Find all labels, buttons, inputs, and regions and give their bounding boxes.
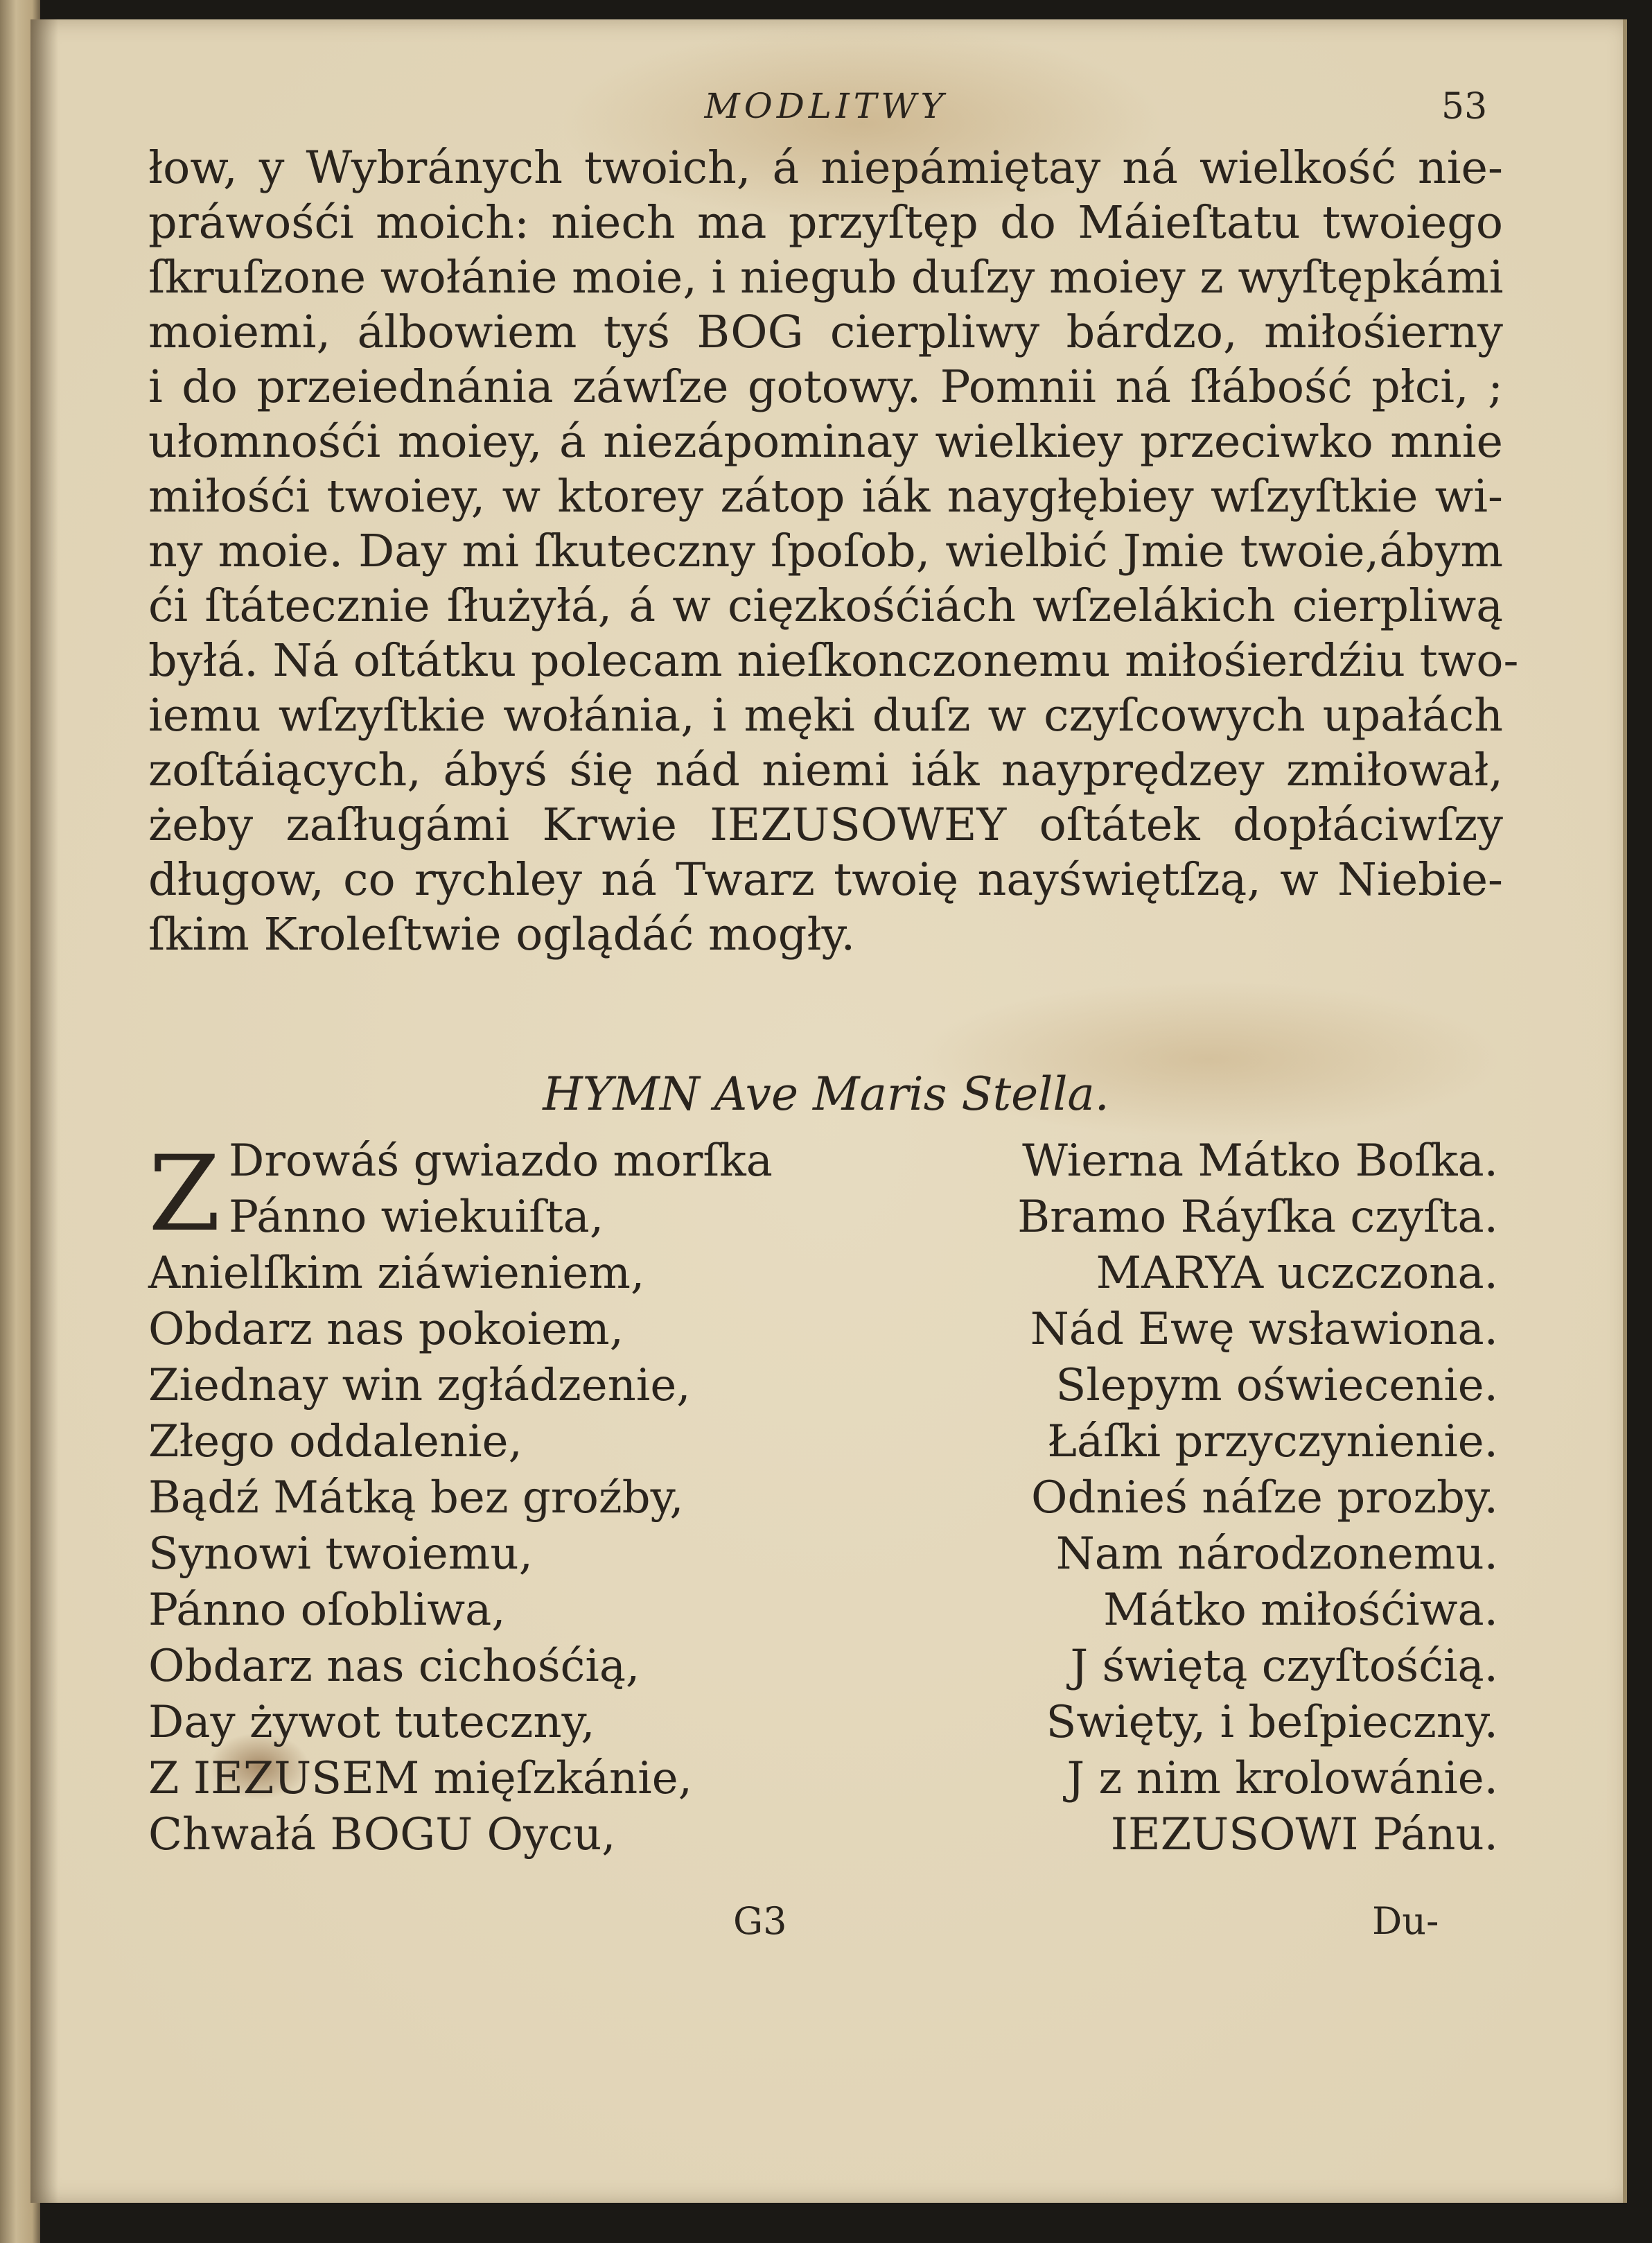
prose-line: ſkruſzone wołánie moie, i niegub duſzy moiey z wyſtępkámi [148, 252, 1504, 304]
prose-line: práwośći moich: niech ma przyſtęp do Máieſtatu twoiego [148, 197, 1503, 249]
prose-line: iemu wſzyſtkie wołánia, i męki duſz w czyſcowych upałách [148, 690, 1503, 742]
hymn-left-line: Pánno wiekuiſta, [229, 1192, 604, 1243]
hymn-left-line: Anielſkim ziáwieniem, [148, 1248, 645, 1299]
hymn-left-line: Bądź Mátką bez groźby, [148, 1472, 684, 1524]
hymn-right-line: Odnieś náſze prozby. [1031, 1472, 1498, 1524]
prose-line: byłá. Ná oſtátku polecam nieſkonczonemu miłośierdźiu two- [148, 635, 1519, 687]
hymn-right-line: MARYA uczczona. [1096, 1248, 1498, 1299]
hymn-left-line: Synowi twoiemu, [148, 1528, 533, 1580]
prose-line: ći ſtátecznie ſłużyłá, á w cięzkośćiách wſzelákich cierpliwą [148, 580, 1503, 632]
page-number: 53 [1441, 86, 1488, 128]
hymn-right-line: Swięty, i beſpieczny. [1046, 1697, 1498, 1748]
hymn-left-line: Obdarz nas cichośćią, [148, 1641, 640, 1692]
hymn-left-line: Z IEZUSEM mięſzkánie, [148, 1753, 692, 1804]
hymn-left-line: Chwałá BOGU Oycu, [148, 1809, 616, 1860]
hymn-left-line: Day żywot tuteczny, [148, 1697, 595, 1748]
hymn-right-line: Bramo Ráyſka czyſta. [1017, 1192, 1498, 1243]
prose-line: i do przeiednánia záwſze gotowy. Pomnii ná ſłábość płci, ; [148, 361, 1503, 413]
drop-cap: Z [148, 1134, 221, 1255]
hymn-right-line: Mátko miłośćiwa. [1103, 1585, 1498, 1636]
hymn-right-line: Nád Ewę wsławiona. [1030, 1304, 1498, 1355]
hymn-right-line: J z nim krolowánie. [1066, 1753, 1498, 1804]
prose-line: żeby zaſługámi Krwie IEZUSOWEY oſtátek dopłáciwſzy [148, 799, 1503, 851]
prose-line: długow, co rychley ná Twarz twoię nayświętſzą, w Niebie- [148, 854, 1503, 906]
prose-line: moiemi, álbowiem tyś BOG cierpliwy bárdzo, miłośierny [148, 306, 1503, 358]
prose-line: miłośći twoiey, w ktorey zátop iák naygłębiey wſzyſtkie wi- [148, 471, 1503, 523]
hymn-right-line: Wierna Mátko Boſka. [1022, 1135, 1498, 1187]
prose-line: łow, y Wybránych twoich, á niepámiętay ná wielkość nie- [148, 142, 1503, 194]
signature-mark: G3 [733, 1899, 787, 1943]
hymn-left-line: Złego oddalenie, [148, 1416, 522, 1467]
catchword: Du- [1372, 1899, 1439, 1943]
running-head: MODLITWY [704, 86, 948, 126]
hymn-title: HYMN Ave Maris Stella. [543, 1067, 1109, 1121]
prose-line: ny moie. Day mi ſkuteczny ſpoſob, wielbić Jmie twoie,ábym [148, 525, 1503, 577]
prose-line: ſkim Kroleſtwie oglądáć mogły. [148, 909, 856, 961]
hymn-left-line: Pánno oſobliwa, [148, 1585, 506, 1636]
hymn-left-line: Drowáś gwiazdo morſka [229, 1135, 773, 1187]
prose-line: zoſtáiących, ábyś śię nád niemi iák nayprędzey zmiłował, [148, 744, 1503, 796]
prose-line: ułomnośći moiey, á niezápominay wielkiey przeciwko mnie [148, 416, 1503, 468]
hymn-right-line: IEZUSOWI Pánu. [1110, 1809, 1498, 1860]
hymn-right-line: Nam národzonemu. [1055, 1528, 1498, 1580]
hymn-left-line: Obdarz nas pokoiem, [148, 1304, 624, 1355]
hymn-right-line: J świętą czyſtośćią. [1070, 1641, 1498, 1692]
hymn-right-line: Slepym oświecenie. [1055, 1360, 1498, 1411]
hymn-right-line: Łáſki przyczynienie. [1047, 1416, 1498, 1467]
hymn-left-line: Ziednay win zgłádzenie, [148, 1360, 691, 1411]
